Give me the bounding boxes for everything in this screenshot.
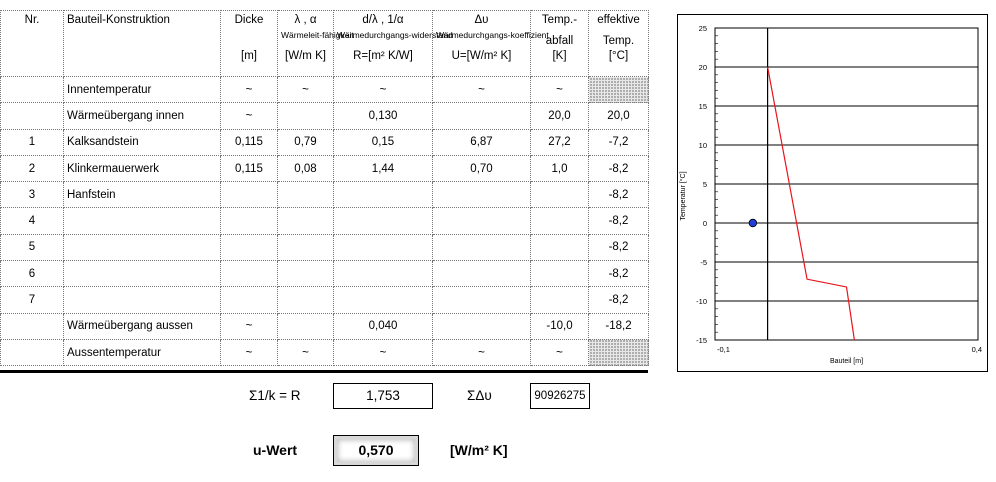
cell-nr[interactable]: 6 — [1, 261, 64, 287]
column-header-top: d/λ , 1/α — [362, 14, 404, 26]
cell-t[interactable]: -8,2 — [589, 208, 649, 234]
cell-r[interactable]: 0,040 — [334, 313, 433, 339]
cell-r[interactable]: 0,15 — [334, 129, 433, 155]
y-tick-label: 20 — [698, 63, 707, 72]
cell-t[interactable]: -8,2 — [589, 287, 649, 313]
cell-dt[interactable] — [531, 234, 589, 260]
cell-dt[interactable] — [531, 261, 589, 287]
cell-d[interactable] — [221, 208, 278, 234]
column-header — [433, 11, 549, 77]
cell-name[interactable]: Wärmeübergang aussen — [64, 313, 221, 339]
temperature-chart — [677, 14, 988, 372]
cell-lambda[interactable] — [278, 234, 334, 260]
column-header — [589, 11, 649, 77]
x-tick-label: 0,4 — [971, 345, 982, 354]
u-value-field[interactable]: 0,570 — [333, 435, 419, 466]
y-tick-label: -10 — [696, 297, 707, 306]
cell-dt[interactable]: ~ — [531, 339, 589, 365]
column-header-bot: [°C] — [608, 50, 629, 62]
cell-name[interactable] — [64, 234, 221, 260]
cell-lambda[interactable] — [278, 287, 334, 313]
y-tick-label: 5 — [702, 180, 707, 189]
cell-dt[interactable]: 27,2 — [531, 129, 589, 155]
cell-t[interactable] — [589, 339, 649, 365]
y-tick-label: 25 — [698, 24, 707, 33]
cell-r[interactable]: 0,130 — [334, 103, 433, 129]
column-header-bot: [m] — [241, 50, 257, 62]
table-row — [1, 103, 649, 129]
cell-d[interactable] — [221, 182, 278, 208]
cell-u[interactable]: ~ — [433, 77, 531, 103]
cell-lambda[interactable] — [278, 261, 334, 287]
cell-d[interactable] — [221, 287, 278, 313]
cell-dt[interactable]: ~ — [531, 77, 589, 103]
y-tick-label: -5 — [700, 258, 707, 267]
cell-d[interactable] — [221, 234, 278, 260]
cell-lambda[interactable]: 0,08 — [278, 155, 334, 181]
cell-lambda[interactable]: ~ — [278, 77, 334, 103]
cell-name[interactable]: Innentemperatur — [64, 77, 221, 103]
cell-u[interactable]: 0,70 — [433, 155, 531, 181]
cell-nr[interactable]: 4 — [1, 208, 64, 234]
column-header-bot: R=[m² K/W] — [353, 50, 413, 62]
cell-name[interactable]: Hanfstein — [64, 182, 221, 208]
column-header-mid — [4, 30, 60, 50]
table-row — [1, 287, 649, 313]
cell-dt[interactable]: -10,0 — [531, 313, 589, 339]
column-header-mid: abfall — [545, 35, 574, 47]
cell-dt[interactable] — [531, 208, 589, 234]
table-row — [1, 339, 649, 365]
cell-u[interactable] — [433, 287, 531, 313]
divider-line — [0, 370, 648, 373]
cell-nr[interactable] — [1, 103, 64, 129]
column-header-mid: Temp. — [602, 35, 635, 47]
cell-d[interactable]: ~ — [221, 313, 278, 339]
cell-r[interactable] — [334, 182, 433, 208]
column-header-mid: Wärmedurchgangs-koeffizient — [436, 30, 549, 40]
y-tick-label: 0 — [702, 219, 707, 228]
table-row — [1, 313, 649, 339]
cell-d[interactable]: ~ — [221, 103, 278, 129]
u-value-label: u-Wert — [253, 442, 298, 458]
u-value-table — [0, 10, 649, 366]
table-row — [1, 208, 649, 234]
column-header-top: Dicke — [234, 14, 264, 26]
cell-r[interactable] — [334, 261, 433, 287]
cell-d[interactable]: 0,115 — [221, 129, 278, 155]
cell-nr[interactable]: 2 — [1, 155, 64, 181]
y-tick-label: 10 — [698, 141, 707, 150]
column-header-top: effektive — [597, 14, 640, 26]
cell-nr[interactable]: 7 — [1, 287, 64, 313]
cell-lambda[interactable]: 0,79 — [278, 129, 334, 155]
column-header-top: Bauteil-Konstruktion — [67, 14, 170, 26]
cell-t[interactable]: -8,2 — [589, 261, 649, 287]
table-row — [1, 155, 649, 181]
y-axis-label: Temperatur [°C] — [680, 171, 687, 221]
sum-r-label: Σ1/k = R — [249, 388, 301, 403]
cell-t[interactable]: -8,2 — [589, 155, 649, 181]
sum-r-value[interactable]: 1,753 — [333, 383, 433, 409]
cell-lambda[interactable]: ~ — [278, 339, 334, 365]
column-header — [64, 11, 221, 77]
cell-nr[interactable] — [1, 339, 64, 365]
cell-name[interactable] — [64, 208, 221, 234]
data-point — [749, 219, 757, 227]
cell-dt[interactable]: 20,0 — [531, 103, 589, 129]
sum-du-label: ΣΔυ — [467, 388, 492, 403]
column-header-bot: [K] — [552, 50, 567, 62]
cell-r[interactable]: ~ — [334, 339, 433, 365]
column-header-top: Temp.- — [541, 14, 578, 26]
column-header — [1, 11, 64, 77]
x-axis-label: Bauteil [m] — [829, 358, 864, 365]
cell-nr[interactable]: 5 — [1, 234, 64, 260]
temperature-line — [768, 67, 855, 340]
column-header — [531, 11, 589, 77]
cell-name[interactable]: Klinkermauerwerk — [64, 155, 221, 181]
cell-t[interactable]: -18,2 — [589, 313, 649, 339]
cell-t[interactable]: 20,0 — [589, 103, 649, 129]
cell-u[interactable] — [433, 182, 531, 208]
cell-u[interactable]: ~ — [433, 339, 531, 365]
u-value-unit: [W/m² K] — [450, 442, 508, 458]
cell-nr[interactable] — [1, 77, 64, 103]
cell-u[interactable] — [433, 208, 531, 234]
column-header-mid: Wärmedurchgangs-widerstand — [337, 30, 453, 40]
header-row — [1, 11, 649, 77]
column-header — [278, 11, 354, 77]
table-row — [1, 234, 649, 260]
cell-lambda[interactable] — [278, 182, 334, 208]
cell-nr[interactable] — [1, 313, 64, 339]
column-header-bot: U=[W/m² K] — [451, 50, 512, 62]
cell-t[interactable] — [589, 77, 649, 103]
cell-u[interactable]: 6,87 — [433, 129, 531, 155]
y-tick-label: 15 — [698, 102, 707, 111]
cell-lambda[interactable] — [278, 103, 334, 129]
column-header-mid: Wärmeleit-fähigkeit — [281, 30, 354, 40]
cell-d[interactable]: 0,115 — [221, 155, 278, 181]
table-row — [1, 261, 649, 287]
cell-name[interactable]: Wärmeübergang innen — [64, 103, 221, 129]
cell-t[interactable]: -8,2 — [589, 234, 649, 260]
cell-dt[interactable]: 1,0 — [531, 155, 589, 181]
column-header-top: Δυ — [474, 14, 489, 26]
cell-r[interactable]: 1,44 — [334, 155, 433, 181]
cell-d[interactable] — [221, 261, 278, 287]
column-header-top: Nr. — [24, 14, 40, 26]
cell-nr[interactable]: 3 — [1, 182, 64, 208]
column-header-mid — [224, 30, 274, 50]
cell-r[interactable] — [334, 208, 433, 234]
cell-u[interactable] — [433, 103, 531, 129]
cell-lambda[interactable] — [278, 313, 334, 339]
cell-t[interactable]: -8,2 — [589, 182, 649, 208]
cell-name[interactable]: Aussentemperatur — [64, 339, 221, 365]
sum-du-value[interactable]: 90926275 — [530, 383, 590, 409]
table-row — [1, 129, 649, 155]
cell-lambda[interactable] — [278, 208, 334, 234]
cell-nr[interactable]: 1 — [1, 129, 64, 155]
column-header — [334, 11, 453, 77]
table-row — [1, 77, 649, 103]
cell-d[interactable]: ~ — [221, 339, 278, 365]
cell-name[interactable] — [64, 287, 221, 313]
column-header-bot: [W/m K] — [285, 50, 326, 62]
cell-r[interactable]: ~ — [334, 77, 433, 103]
cell-dt[interactable] — [531, 287, 589, 313]
cell-u[interactable] — [433, 234, 531, 260]
y-tick-label: -15 — [696, 336, 707, 345]
column-header-mid — [67, 30, 217, 50]
cell-name[interactable]: Kalksandstein — [64, 129, 221, 155]
column-header — [221, 11, 278, 77]
cell-t[interactable]: -7,2 — [589, 129, 649, 155]
cell-r[interactable] — [334, 287, 433, 313]
cell-r[interactable] — [334, 234, 433, 260]
cell-d[interactable]: ~ — [221, 77, 278, 103]
x-tick-label: -0,1 — [717, 345, 730, 354]
cell-dt[interactable] — [531, 182, 589, 208]
cell-u[interactable] — [433, 261, 531, 287]
cell-u[interactable] — [433, 313, 531, 339]
chart-svg — [678, 15, 987, 371]
table-row — [1, 182, 649, 208]
column-header-top: λ , α — [294, 14, 317, 26]
cell-name[interactable] — [64, 261, 221, 287]
